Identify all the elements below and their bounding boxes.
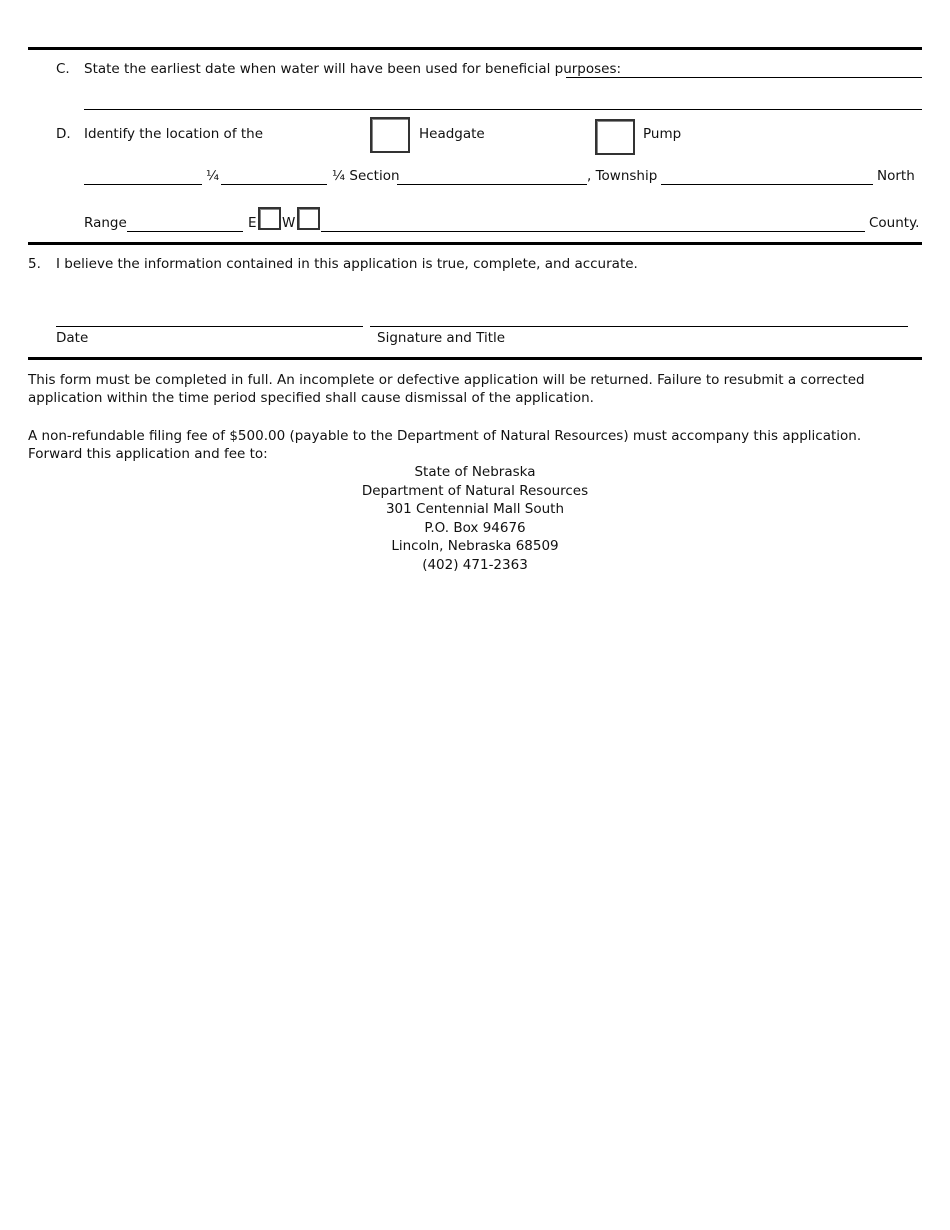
quarter-section-label: ¼ Section — [332, 168, 400, 184]
east-label: E — [248, 215, 257, 231]
earliest-date-field[interactable] — [566, 77, 922, 78]
township-field[interactable] — [661, 184, 873, 185]
item-5-number: 5. — [28, 256, 41, 272]
headgate-checkbox[interactable] — [370, 117, 410, 153]
east-checkbox[interactable] — [258, 207, 281, 230]
west-checkbox[interactable] — [297, 207, 320, 230]
pump-label: Pump — [643, 126, 682, 142]
quarter-field[interactable] — [221, 184, 327, 185]
address-line-state: State of Nebraska — [414, 464, 536, 480]
township-label: , Township — [587, 168, 658, 184]
certification-statement: I believe the information contained in this application is true, complete, and accurate. — [56, 256, 638, 272]
county-field[interactable] — [321, 231, 865, 232]
address-line-city: Lincoln, Nebraska 68509 — [391, 538, 559, 555]
address-line-department: Department of Natural Resources — [361, 482, 589, 499]
fee-notice: A non-refundable filing fee of $500.00 (payable to the Department of Natural Resources) must accompany this application. Forward this application and fee to: — [28, 428, 862, 462]
pump-checkbox[interactable] — [595, 119, 635, 155]
item-c-bottom-line — [84, 109, 922, 110]
date-field[interactable] — [56, 326, 363, 327]
section-field[interactable] — [397, 184, 587, 185]
address-line-phone: (402) 471-2363 — [422, 556, 528, 573]
quarter-label-1: ¼ — [206, 168, 220, 184]
item-d-letter: D. — [56, 126, 71, 142]
item-c-question: State the earliest date when water will have been used for beneficial purposes: — [84, 61, 622, 77]
quarter-quarter-field[interactable] — [84, 184, 202, 185]
address-line-street: 301 Centennial Mall South — [385, 501, 565, 518]
signature-label: Signature and Title — [377, 330, 506, 346]
completion-notice: This form must be completed in full. An incomplete or defective application will be returned. Failure to resubmit a corrected application within the time period specified shall cause dismissal of the application. — [28, 372, 865, 406]
signature-field[interactable] — [370, 326, 908, 327]
address-line-po-box: P.O. Box 94676 — [424, 519, 526, 536]
county-label: County. — [869, 215, 920, 231]
west-label: W — [282, 215, 296, 231]
top-divider — [28, 47, 922, 50]
item-c-letter: C. — [56, 61, 70, 77]
north-label: North — [877, 168, 915, 184]
range-label: Range — [84, 215, 127, 231]
date-label: Date — [56, 330, 89, 346]
section-divider — [28, 242, 922, 245]
mailing-address — [0, 463, 950, 575]
signature-divider — [28, 357, 922, 360]
item-d-question: Identify the location of the — [84, 126, 264, 142]
range-field[interactable] — [127, 231, 243, 232]
headgate-label: Headgate — [419, 126, 485, 142]
